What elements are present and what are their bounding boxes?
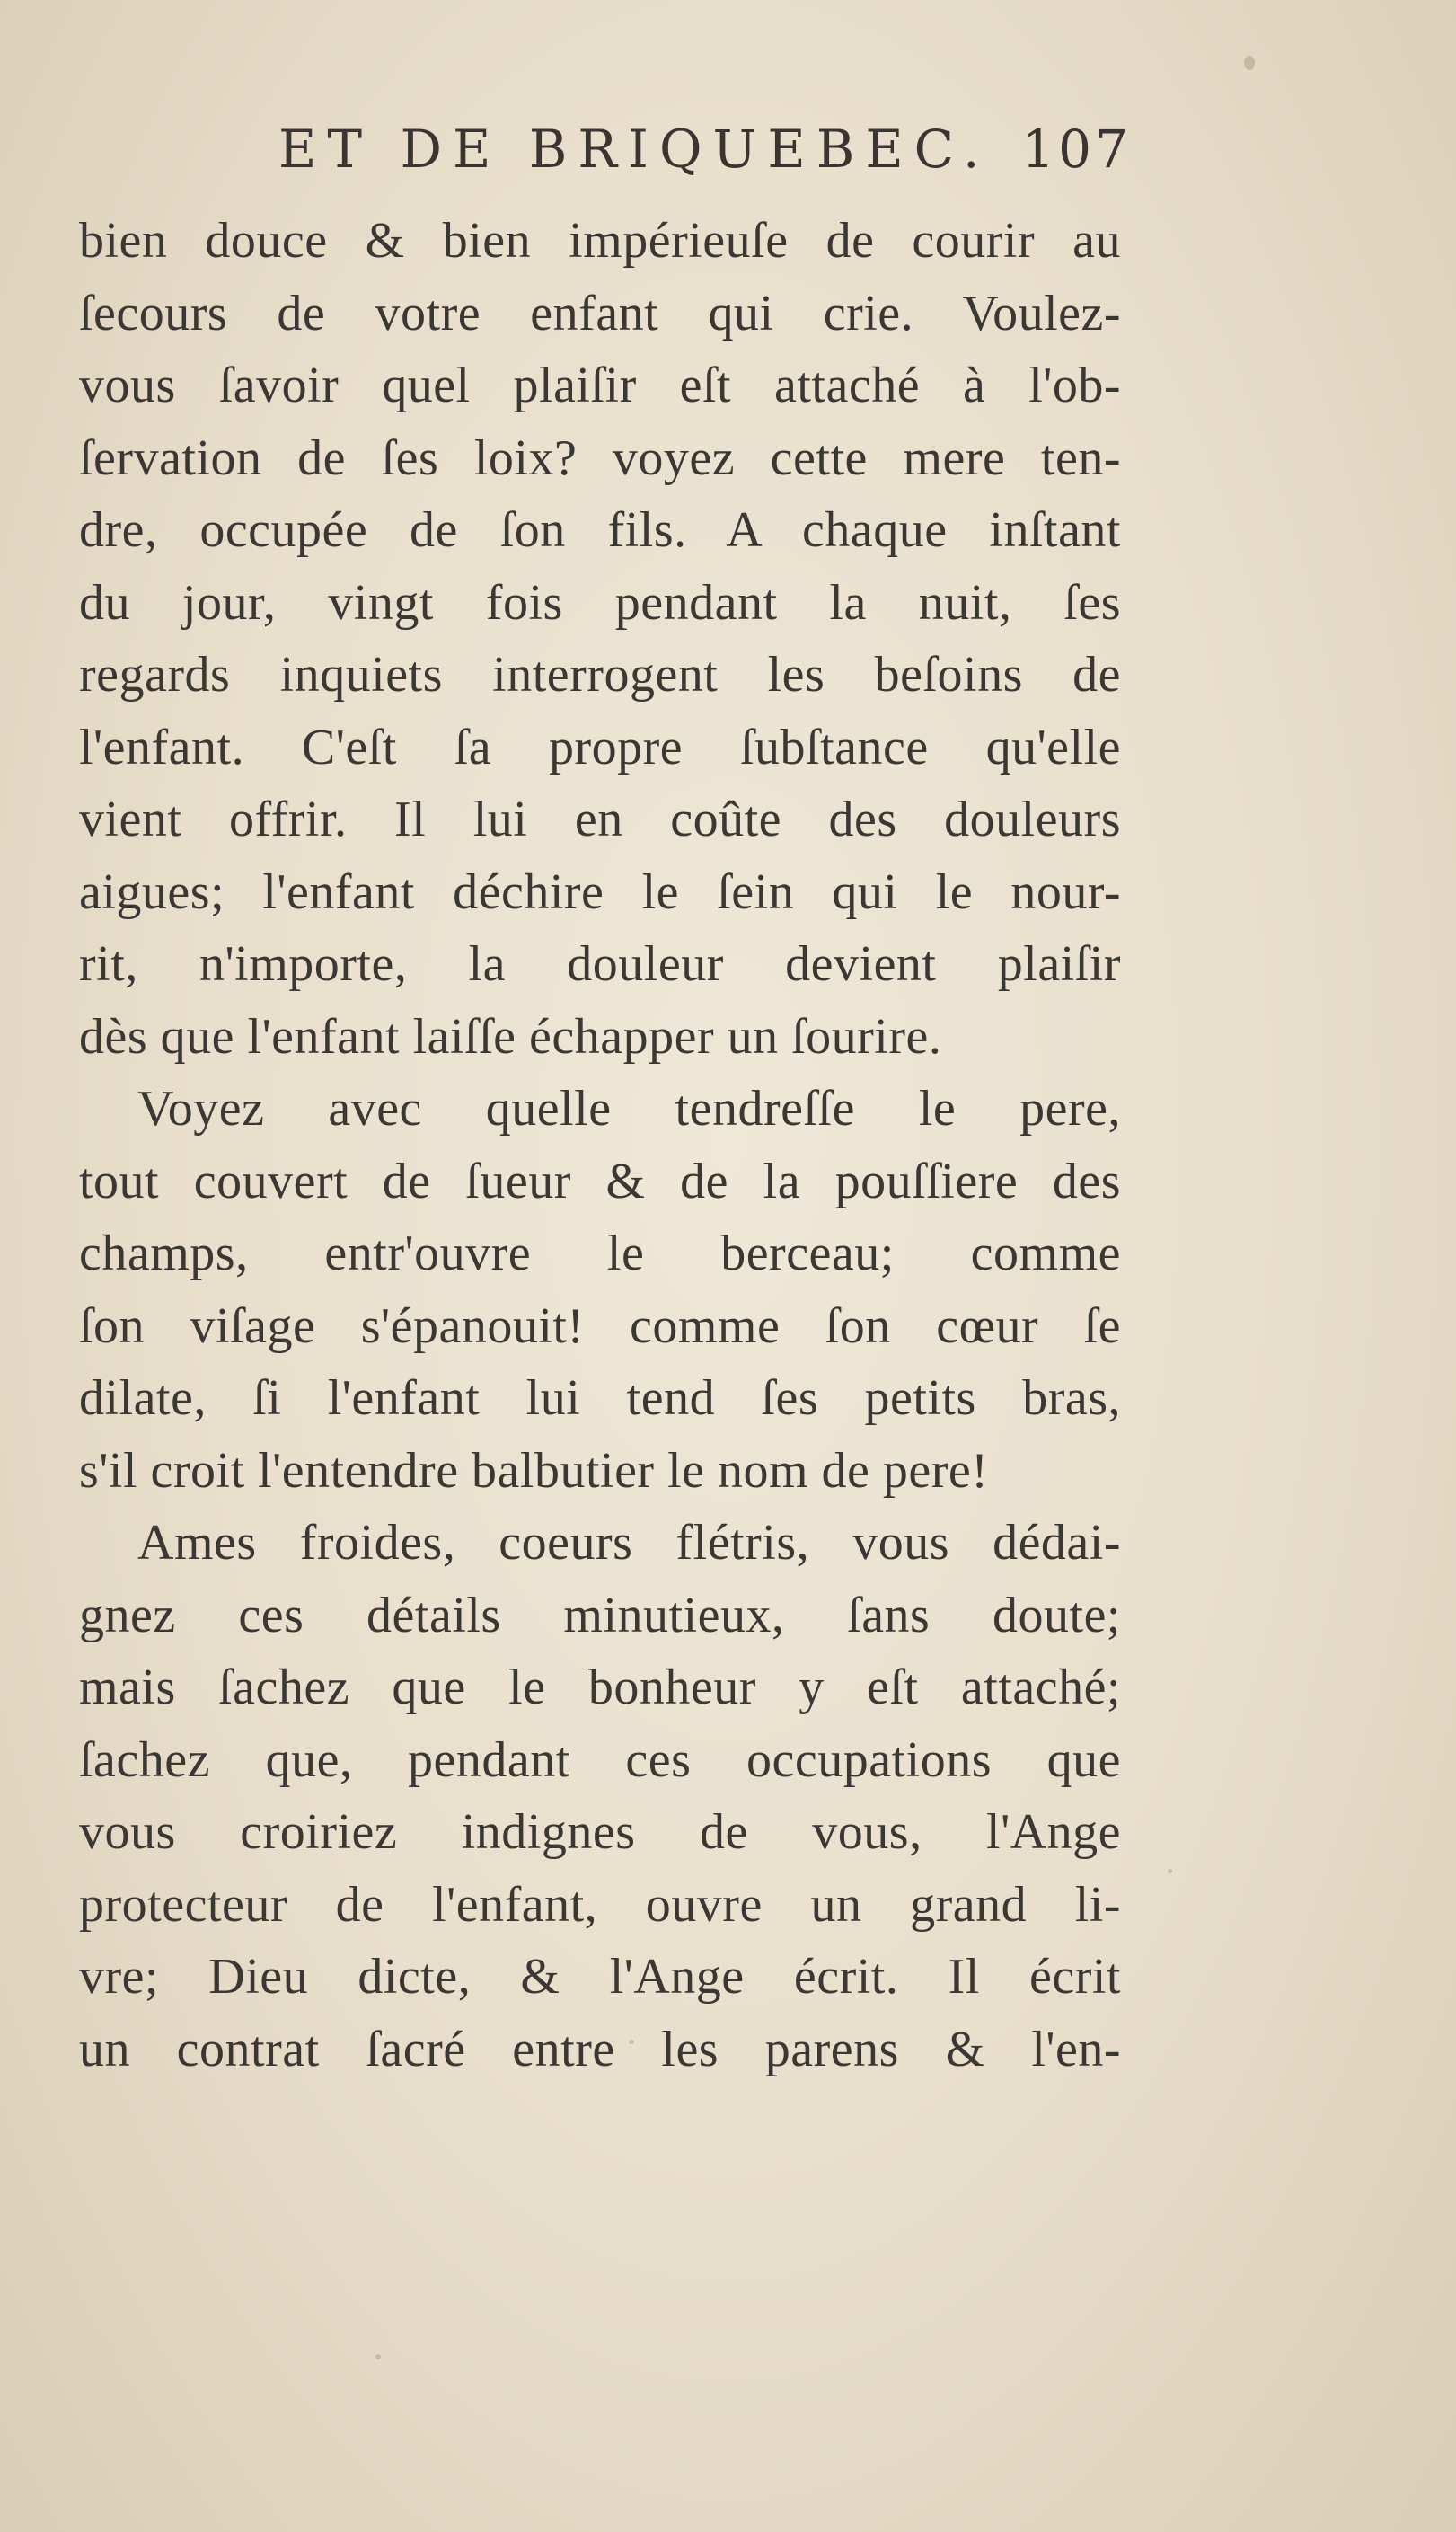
body-text (79, 205, 1121, 2085)
text-line: vre; Dieu dicte, & l'Ange écrit. Il écrit (79, 1949, 1121, 2005)
text-line: aigues; l'enfant déchire le ſein qui le nour- (79, 863, 1121, 920)
text-line: Ames froides, coeurs flétris, vous dédai- (137, 1515, 1121, 1571)
text-line: rit, n'importe, la douleur devient plaiſir (79, 936, 1121, 992)
page-number: 107 (1021, 119, 1132, 180)
page-header (269, 119, 1132, 190)
text-line: Voyez avec quelle tendreſſe le pere, (137, 1081, 1121, 1137)
paper-speck (1244, 56, 1255, 70)
text-line: dilate, ſi l'enfant lui tend ſes petits bras, (79, 1370, 1121, 1426)
running-head: ET DE BRIQUEBEC. (278, 119, 991, 180)
text-line: ſon viſage s'épanouit! comme ſon cœur ſe (79, 1297, 1121, 1354)
text-line: mais ſachez que le bonheur y eſt attaché; (79, 1660, 1121, 1715)
text-line: dès que l'enfant laiſſe échapper un ſourire. (79, 1008, 942, 1065)
text-line: dre, occupée de ſon fils. A chaque inſtant (79, 502, 1121, 558)
text-line: vient offrir. Il lui en coûte des douleurs (79, 792, 1121, 847)
text-line: vous ſavoir quel plaiſir eſt attaché à l'ob- (79, 358, 1121, 413)
text-line: du jour, vingt fois pendant la nuit, ſes (79, 574, 1121, 631)
text-line: l'enfant. C'eſt ſa propre ſubſtance qu'elle (79, 719, 1121, 775)
text-line: regards inquiets interrogent les beſoins de (79, 647, 1121, 703)
text-line: vous croiriez indignes de vous, l'Ange (79, 1804, 1121, 1860)
text-line: bien douce & bien impérieuſe de courir au (79, 213, 1121, 269)
text-line: protecteur de l'enfant, ouvre un grand li- (79, 1876, 1121, 1933)
text-line: s'il croit l'entendre balbutier le nom de pere! (79, 1442, 989, 1499)
text-line: ſachez que, pendant ces occupations que (79, 1731, 1121, 1788)
text-line: tout couvert de ſueur & de la pouſſiere des (79, 1153, 1121, 1209)
text-line: ſervation de ſes loix? voyez cette mere ten- (79, 429, 1121, 486)
text-line: gnez ces détails minutieux, ſans doute; (79, 1587, 1121, 1643)
paper-speck (1168, 1869, 1172, 1873)
text-line: un contrat ſacré entre les parens & l'en- (79, 2021, 1121, 2077)
text-line: ſecours de votre enfant qui crie. Voulez- (79, 285, 1121, 341)
paper-speck (375, 2354, 381, 2359)
text-line: champs, entr'ouvre le berceau; comme (79, 1226, 1121, 1281)
